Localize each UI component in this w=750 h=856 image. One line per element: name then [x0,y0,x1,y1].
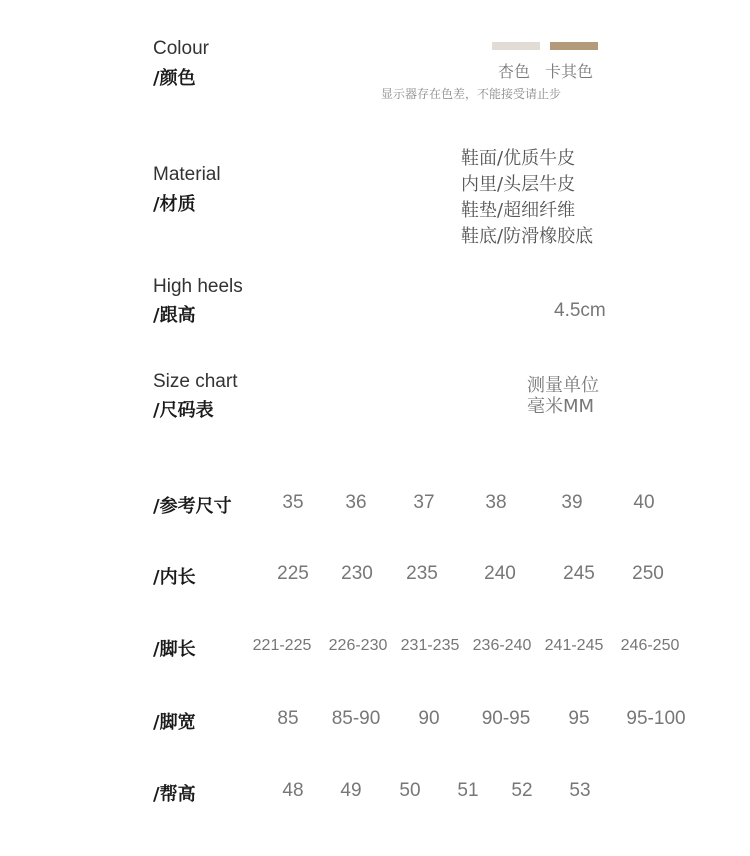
size-table-row-label: /帮高 [153,784,196,805]
size-table-cell: 221-225 [252,637,312,654]
swatch-khaki-label: 卡其色 [545,64,594,81]
material-label-en: Material [153,164,221,185]
measure-unit-line2: 毫米MM [527,396,595,417]
size-table-cell: 85 [277,708,299,729]
size-table-cell: 36 [345,492,367,513]
size-table-cell: 90-95 [481,708,531,729]
size-table-row-label: /脚宽 [153,712,196,733]
size-chart-label-cn: /尺码表 [153,400,214,421]
size-table-cell: 51 [457,780,479,801]
size-table-cell: 95 [568,708,590,729]
size-table-cell: 38 [485,492,507,513]
size-table-cell: 231-235 [400,637,460,654]
colour-label-en: Colour [153,38,209,59]
size-table-cell: 241-245 [544,637,604,654]
size-table-cell: 48 [282,780,304,801]
swatch-apricot [492,42,540,50]
size-table-cell: 90 [418,708,440,729]
size-table-row-label: /参考尺寸 [153,496,232,517]
measure-unit [527,375,599,417]
heels-label-cn: /跟高 [153,305,196,326]
size-table-row-label: /脚长 [153,639,196,660]
size-table-cell: 39 [561,492,583,513]
size-table-cell: 40 [633,492,655,513]
size-table-row-label: /内长 [153,567,196,588]
material-line: 鞋面/优质牛皮 [461,148,576,169]
size-table-cell: 95-100 [626,708,686,729]
size-table-cell: 35 [282,492,304,513]
colour-label-cn: /颜色 [153,68,196,89]
heels-label-en: High heels [153,276,243,297]
size-table-cell: 37 [413,492,435,513]
size-table-cell: 52 [511,780,533,801]
colour-note: 显示器存在色差，不能接受请止步 [381,87,562,101]
size-table-cell: 50 [399,780,421,801]
swatch-apricot-label: 杏色 [498,64,531,81]
measure-unit-line1: 测量单位 [527,375,599,396]
swatch-khaki [550,42,598,50]
size-chart-label-en: Size chart [153,371,238,392]
size-table-cell: 49 [340,780,362,801]
size-table-cell: 225 [277,563,309,584]
size-table-cell: 235 [406,563,438,584]
size-table-cell: 226-230 [328,637,388,654]
material-line: 鞋垫/超细纤维 [461,200,576,221]
size-table-cell: 245 [563,563,595,584]
material-line: 内里/头层牛皮 [461,174,576,195]
size-table-cell: 85-90 [331,708,381,729]
material-list [461,146,593,250]
material-line: 鞋底/防滑橡胶底 [461,226,594,247]
heels-value: 4.5cm [554,300,606,321]
size-table-cell: 240 [484,563,516,584]
size-table-cell: 230 [341,563,373,584]
material-label-cn: /材质 [153,194,196,215]
size-table-cell: 246-250 [620,637,680,654]
size-table-cell: 236-240 [472,637,532,654]
size-table-cell: 53 [569,780,591,801]
size-table-cell: 250 [632,563,664,584]
